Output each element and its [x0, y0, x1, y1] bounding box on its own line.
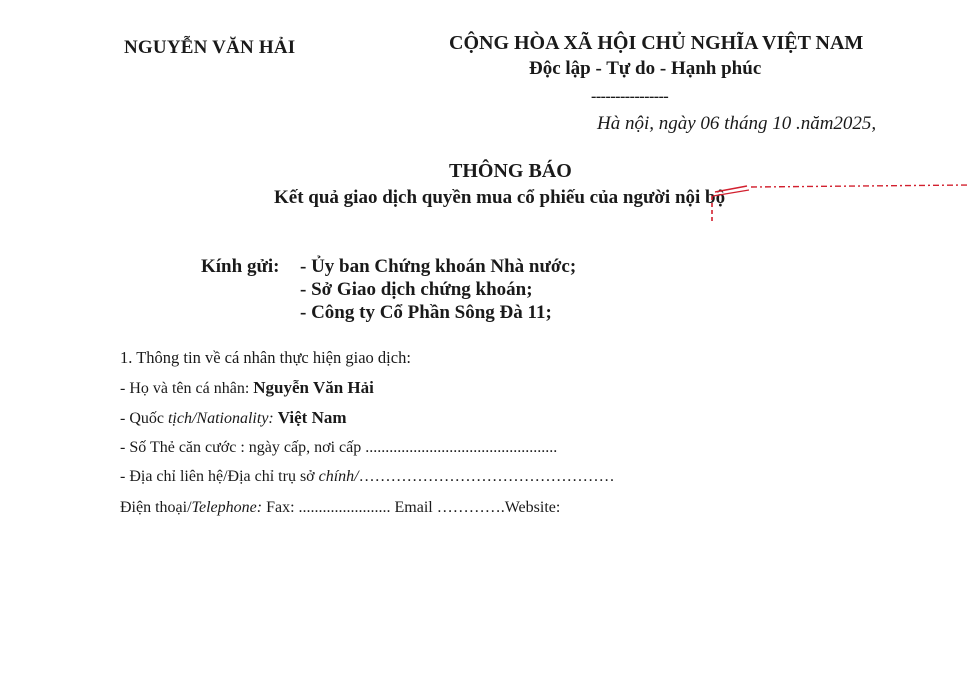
address-label: - Địa chỉ liên hệ/Địa chỉ trụ sở	[120, 468, 319, 485]
nationality-label-italic: tịch/Nationality:	[167, 410, 274, 427]
phone-label-italic: Telephone:	[191, 499, 263, 516]
republic-heading: CỘNG HÒA XÃ HỘI CHỦ NGHĨA VIỆT NAM	[449, 32, 864, 54]
notice-subtitle: Kết quả giao dịch quyền mua cổ phiếu của người nội bộ	[274, 187, 726, 208]
place-and-date: Hà nội, ngày 06 tháng 10 .năm2025,	[597, 113, 877, 134]
idcard-label: - Số Thẻ căn cước : ngày cấp, nơi cấp	[120, 439, 366, 456]
idcard-dots: ................................................	[365, 439, 558, 456]
motto-underline: ----------------	[591, 88, 669, 105]
name-label: - Họ và tên cá nhân:	[120, 380, 254, 397]
phone-label: Điện thoại/	[120, 499, 192, 516]
nationality-value: Việt Nam	[277, 408, 347, 427]
contact-row	[120, 499, 560, 517]
address-label-italic: chính/	[318, 468, 359, 485]
address-dots: …………………………………………	[358, 468, 615, 485]
recipient-item: - Công ty Cổ Phần Sông Đà 11;	[300, 302, 552, 323]
notice-title: THÔNG BÁO	[449, 160, 572, 182]
idcard-row	[120, 439, 557, 457]
name-value: Nguyễn Văn Hải	[253, 378, 374, 397]
national-motto: Độc lập - Tự do - Hạnh phúc	[529, 58, 762, 79]
recipient-item: - Sở Giao dịch chứng khoán;	[300, 279, 533, 300]
nationality-row	[120, 408, 347, 428]
nationality-label: - Quốc	[120, 410, 168, 427]
section-heading: 1. Thông tin về cá nhân thực hiện giao dịch:	[120, 348, 411, 367]
recipient-item: - Ủy ban Chứng khoán Nhà nước;	[300, 256, 577, 277]
red-correction-mark	[707, 178, 971, 224]
address-row	[120, 468, 615, 486]
fax-email-website: Fax: ....................... Email ………….Website:	[266, 499, 561, 516]
sender-name: NGUYỄN VĂN HẢI	[124, 37, 296, 58]
recipients-label: Kính gửi:	[201, 256, 280, 277]
name-row	[120, 378, 374, 398]
